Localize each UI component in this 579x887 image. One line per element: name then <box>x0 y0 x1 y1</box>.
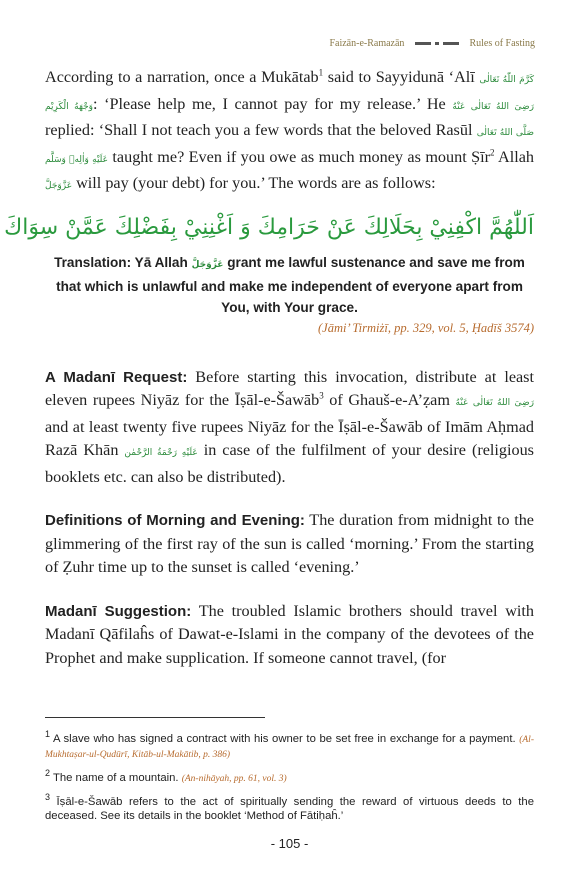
book-title: Faizān-e-Ramazān <box>329 38 405 49</box>
honorific-alaihi-rahmah: عَلَيْهِ رَحْمَةُ الرَّحْمٰن <box>124 448 198 458</box>
footnote-ref-2[interactable]: 2 <box>490 147 495 158</box>
madani-request-paragraph: A Madanī Request: Before starting this invocation, distribute at least eleven rupees Niyāz for the Īṣāl-e-Šawāb$^3$ of Ghauš-e-A’ẓam رَضِیَ اللهُ تَعَالٰی عَنْهُ and at least twenty five rupees Niyāz for the Īṣāl-e-Šawāb of Imām Aḥmad Razā Khān عَلَيْهِ رَحْمَةُ الرَّحْمٰن in case of the fulfilment of your desire (religious booklets etc. can also be distributed). <box>45 367 534 486</box>
definitions-paragraph: Definitions of Morning and Evening: The duration from midnight to the glimmering of the first ray of the sun is called ‘morning.’ From the starting of Ẓuhr time up to the sunset is called ‘evening.’ <box>45 511 534 576</box>
narration-paragraph: According to a narration, once a Mukātab$^1$ said to Sayyidunā ‘Alī كَرَّمَ اللّٰهُ تَعَالٰی وَجْهَهُ الْكَرِيْم: ‘Please help me, I cannot pay for my release.’ He رَضِیَ اللهُ تَعَالٰی عَنْهُ replied: ‘Shall I not teach you a few words that the beloved Rasūl صَلَّى اللهُ تَعَالٰى عَلَيْهِ وَاٰلِهٖ وَسَلَّم taught me? Even if you owe as much money as mount Ṣīr$^2$ Allah عَزَّوَجَلَّ will pay (your debt) for you.’ The words are as follows: <box>45 67 534 192</box>
suggestion-heading: Madanī Suggestion: <box>45 602 192 620</box>
footnotes <box>45 729 534 832</box>
chapter-title: Rules of Fasting <box>469 38 535 49</box>
footnote-3: $^3$ Īṣāl-e-Šawāb refers to the act of spiritually sending the reward of virtuous deeds to the deceased. See its details in the booklet ‘Method of Fātiḥaĥ.’ <box>45 792 534 822</box>
suggestion-paragraph: Madanī Suggestion: The troubled Islamic brothers should travel with Madanī Qāfilaĥs of Dawat-e-Islami in the company of the devotees of the Prophet and make supplication. If someone cannot travel, (for <box>45 601 534 667</box>
honorific-azza-wa-jalla: عَزَّوَجَلَّ <box>45 181 73 191</box>
dua-arabic-text: اَللّٰهُمَّ اكْفِنِيْ بِحَلَالِكَ عَنْ حَرَامِكَ وَ اَغْنِنِيْ بِفَضْلِكَ عَمَّنْ سِوَاكَ <box>4 214 534 240</box>
page-body <box>4 66 534 670</box>
madani-request-heading: A Madanī Request: <box>45 368 188 386</box>
footnote-divider <box>45 717 265 718</box>
dua-translation: Translation: Yā Allah عَزَّوَجَلَّ grant me lawful sustenance and save me from that which is unlawful and make me independent of everyone apart from You, with Your grace. <box>54 254 525 315</box>
honorific-radiallah: رَضِیَ اللهُ تَعَالٰی عَنْهُ <box>452 101 534 112</box>
footnote-source: (Al-Mukhtaṣar-ul-Qudūrī, Kitāb-ul-Makātib, p. 386) <box>45 735 534 760</box>
running-header <box>44 38 535 49</box>
footnote-ref-1[interactable]: 1 <box>318 67 324 78</box>
footnote-ref-3[interactable]: 3 <box>319 390 324 401</box>
definitions-heading: Definitions of Morning and Evening: <box>45 512 305 529</box>
honorific-radiallah: رَضِیَ اللهُ تَعَالٰی عَنْهُ <box>455 398 534 408</box>
footnote-2: $^2$ The name of a mountain. (An-nihāyah, pp. 61, vol. 3) <box>45 768 287 784</box>
footnote-1: $^1$ A slave who has signed a contract with his owner to be set free in exchange for a payment. (Al-Mukhtaṣar-ul-Qudūrī, Kitāb-ul-Makātib, p. 386) <box>45 729 534 760</box>
header-separator-icon <box>413 38 461 49</box>
honorific-azza-wa-jalla: عَزَّوَجَلَّ <box>191 259 224 270</box>
footnote-source: (An-nihāyah, pp. 61, vol. 3) <box>181 774 287 784</box>
page-number: - 105 - <box>270 836 309 851</box>
honorific-karramallah: كَرَّمَ اللّٰهُ تَعَالٰی وَجْهَهُ الْكَرِيْم <box>45 75 534 112</box>
hadith-citation: (Jāmi’ Tirmiżī, pp. 329, vol. 5, Ḥadīš 3574) <box>318 320 534 335</box>
honorific-salawat: صَلَّى اللهُ تَعَالٰى عَلَيْهِ وَاٰلِهٖ وَسَلَّم <box>45 128 534 165</box>
